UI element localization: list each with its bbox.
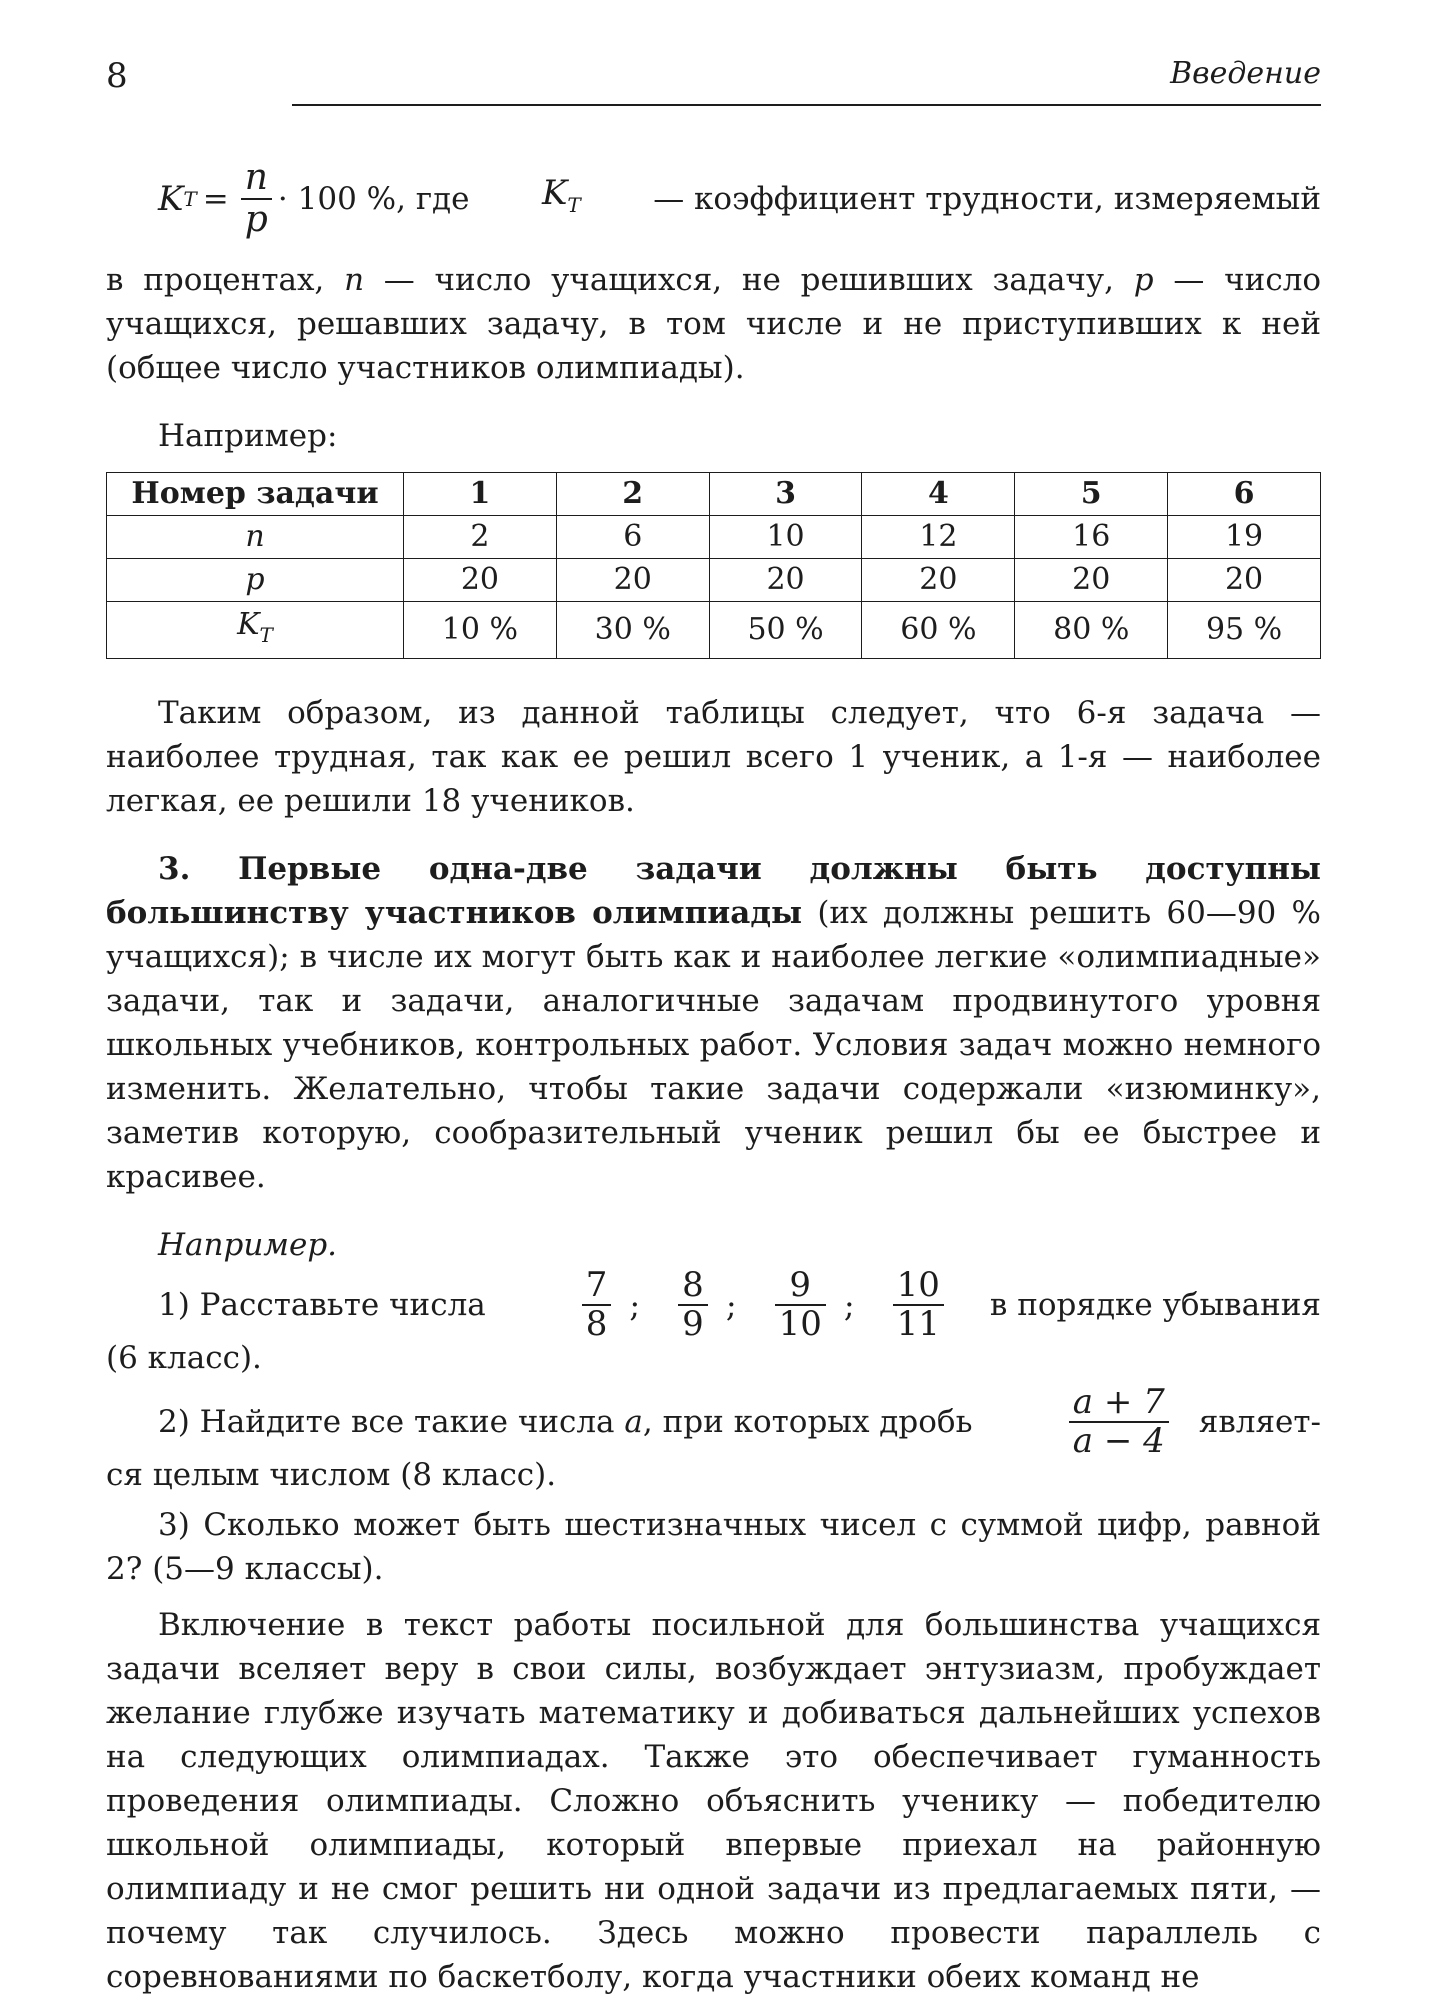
para1-c: — число учащихся, решавших задачу, в том числе и не приступивших к ней (общее число участников олимпиады). — [106, 262, 1322, 386]
formula-def-k: K — [541, 173, 568, 213]
table-header-cell: 5 — [1015, 473, 1168, 516]
table-row-label — [107, 602, 404, 659]
kt-label-sub: T — [259, 623, 273, 647]
formula-eq: = — [202, 181, 229, 217]
example-2-mid: , при которых дробь — [642, 1404, 973, 1441]
table-cell: 20 — [862, 559, 1015, 602]
table-row-label: n — [107, 516, 404, 559]
fraction-den: 8 — [582, 1304, 612, 1343]
example-1-cont: (6 класс). — [106, 1339, 262, 1376]
fraction-num: 8 — [682, 1265, 704, 1305]
formula-k-sub: T — [183, 187, 197, 211]
example-2-tail: являет- — [1198, 1404, 1321, 1441]
table-row-k — [107, 602, 1321, 659]
example-label-2: Например. — [158, 1227, 338, 1263]
fraction — [893, 1267, 944, 1344]
example-3: 3) Сколько может быть шестизначных чисел с суммой цифр, равной 2? (5—9 классы). — [106, 1506, 1321, 1587]
table-cell: 20 — [1015, 559, 1168, 602]
para1-a: в процентах, — [106, 262, 325, 298]
example-2-cont: ся целым числом (8 класс). — [106, 1456, 557, 1493]
table-row-p — [107, 559, 1321, 602]
table-cell: 50 % — [709, 602, 862, 659]
table-header-cell: 6 — [1168, 473, 1321, 516]
formula-denominator: p — [241, 198, 272, 240]
table-cell: 12 — [862, 516, 1015, 559]
table-header-row — [107, 473, 1321, 516]
paragraph-conclusion: Таким образом, из данной таблицы следует, что 6-я задача — наиболее трудная, так как ее решил всего 1 ученик, а 1-я — наиболее легкая, ее решили 18 учеников. — [106, 695, 1321, 819]
fraction-den: 10 — [775, 1304, 826, 1343]
paragraph-inclusion: Включение в текст работы посильной для большинства учащихся задачи вселяет веру в свои силы, возбуждает энтузиазм, пробуждает желание глубже изучать математику и добиваться дальнейших успехов на следующих олимпиадах. Также это обеспечивает гуманность проведения олимпиады. Сложно объяснить ученику — победителю школьной олимпиады, который впервые приехал на районную олимпиаду и не смог решить ни одной задачи из предлагаемых пяти, — почему так случилось. Здесь можно провести параллель с соревнованиями по баскетболу, когда участники обеих команд не — [106, 1606, 1321, 1995]
table-cell: 16 — [1015, 516, 1168, 559]
table-cell: 20 — [404, 559, 557, 602]
formula-def-text: — коэффициент трудности, измеряемый — [653, 181, 1321, 217]
table-header-cell: 4 — [862, 473, 1015, 516]
example-2 — [106, 1381, 1321, 1462]
para1-b: — число учащихся, не решивших задачу, — [383, 262, 1115, 298]
running-head: Введение — [1170, 56, 1321, 91]
table-cell: 20 — [709, 559, 862, 602]
table-header-cell: Номер задачи — [107, 473, 404, 516]
table-cell: 10 % — [404, 602, 557, 659]
page-number: 8 — [106, 56, 128, 96]
table-cell: 20 — [556, 559, 709, 602]
example-2-var: a — [624, 1404, 643, 1441]
table-header-cell: 2 — [556, 473, 709, 516]
table-cell: 20 — [1168, 559, 1321, 602]
table-cell: 6 — [556, 516, 709, 559]
example-label-1: Например: — [158, 418, 338, 454]
fraction-num: 7 — [585, 1265, 608, 1305]
para1-p-var: p — [1133, 262, 1154, 298]
fraction-den: 9 — [678, 1304, 708, 1343]
fraction-sep: ; — [629, 1286, 641, 1325]
example-2-fraction — [1069, 1381, 1169, 1462]
difficulty-table — [106, 472, 1321, 659]
header-rule — [292, 104, 1321, 106]
table-row-n — [107, 516, 1321, 559]
fraction-num: a + 7 — [1072, 1381, 1165, 1422]
fraction — [678, 1267, 708, 1344]
example-2-lead-text: 2) Найдите все такие числа — [158, 1404, 615, 1441]
fraction-num: 9 — [789, 1265, 812, 1305]
formula-k: K — [158, 179, 184, 219]
formula-numerator: n — [244, 157, 268, 199]
formula-explanation — [106, 258, 1321, 390]
fraction-den: 11 — [893, 1304, 944, 1343]
fraction-den: a − 4 — [1069, 1421, 1169, 1460]
formula-times: · 100 %, где — [277, 181, 470, 217]
table-cell: 60 % — [862, 602, 1015, 659]
rule-3-bold: 3. Первые одна-две задачи должны быть доступны большинству участников олимпиады — [106, 851, 1321, 931]
para1-n-var: n — [344, 262, 365, 298]
example-1-tail: в порядке убывания — [989, 1287, 1321, 1324]
formula-fraction — [241, 158, 272, 239]
example-1-lead: 1) Расставьте числа — [158, 1287, 486, 1324]
table-row-label: p — [107, 559, 404, 602]
table-cell: 95 % — [1168, 602, 1321, 659]
page-body — [106, 140, 1321, 1999]
kt-label: K — [237, 607, 260, 642]
table-cell: 2 — [404, 516, 557, 559]
table-cell: 80 % — [1015, 602, 1168, 659]
difficulty-formula — [106, 140, 1321, 258]
paragraph-rule-3 — [106, 847, 1321, 1199]
fraction — [582, 1267, 612, 1344]
fraction — [775, 1267, 826, 1344]
formula-def-k-sub: T — [567, 193, 581, 217]
example-1 — [106, 1267, 1321, 1344]
table-header-cell: 3 — [709, 473, 862, 516]
table-cell: 10 — [709, 516, 862, 559]
rule-3-rest: (их должны решить 60—90 % учащихся); в числе их могут быть как и наиболее легкие «олимпиадные» задачи, так и задачи, аналогичные задачам продвинутого уровня школьных учебников, контрольных работ. Условия задач можно немного изменить. Желательно, чтобы такие задачи содержали «изюминку», заметив которую, сообразительный ученик решил бы ее быстрее и красивее. — [106, 895, 1321, 1195]
fraction-sep: ; — [725, 1286, 737, 1325]
table-cell: 19 — [1168, 516, 1321, 559]
example-1-fractions — [576, 1267, 950, 1344]
table-header-cell: 1 — [404, 473, 557, 516]
example-2-lead — [158, 1400, 1049, 1444]
fraction-sep: ; — [843, 1286, 855, 1325]
fraction-num: 10 — [896, 1265, 940, 1305]
table-cell: 30 % — [556, 602, 709, 659]
